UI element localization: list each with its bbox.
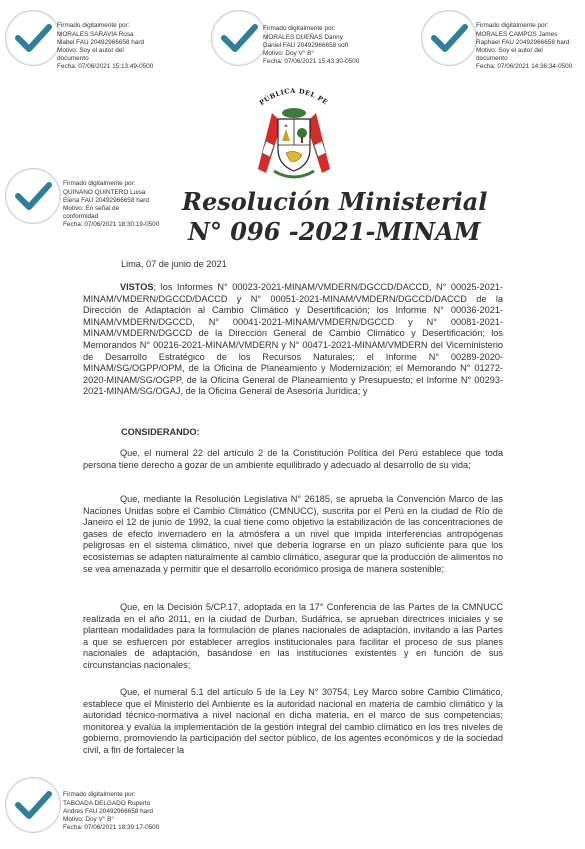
digital-signature-stamp xyxy=(5,164,170,234)
document-date: Lima, 07 de junio de 2021 xyxy=(121,259,227,269)
signature-text: Firmado digitalmente por: QUINANO QUINTERO Luisa Elena FAU 20492966658 hard Motivo: En señal de conformidad Fecha: 07/06/2021 18:30:19-0500 xyxy=(63,180,160,229)
signature-text: Firmado digitalmente por: MORALES SARAVIA Rosa Mabel FAU 20492966658 hard Motivo: Soy el autor del documento Fecha: 07/06/2021 15:13:49-0500 xyxy=(57,22,154,71)
signature-text: Firmado digitalmente por: TABOADA DELGADO Ruperto Andres FAU 20492966658 hard Motivo: Doy V° B° Fecha: 07/06/2021 18:39:17-0500 xyxy=(63,791,160,832)
considerando-paragraph: Que, el numeral 5.1 del artículo 5 de la Ley N° 30754, Ley Marco sobre Cambio Climático, establece que el Ministerio del Ambiente es la autoridad nacional en materia de cambio climático y la autoridad técnico-normativa a nivel nacional en dicha materia, en el marco de sus competencias; monitorea y evalúa la implementación de la gestión integral del cambio climático en los tres niveles de gobierno, promoviendo la participación del sector público, de los agentes económicos y de la sociedad civil, a fin de fortalecer la xyxy=(83,687,503,755)
signature-check-icon xyxy=(5,777,61,833)
svg-text:REPÚBLICA DEL PERÚ xyxy=(252,83,330,107)
peru-coat-of-arms-icon xyxy=(252,83,336,183)
title-line-1: Resolución Ministerial xyxy=(182,187,488,216)
crest-ribbon-text: PÚBLICA DEL PE xyxy=(257,86,330,108)
digital-signature-stamp xyxy=(5,773,170,843)
considerando-paragraph: Que, el numeral 22 del artículo 2 de la Constitución Política del Perú establece que toda persona tiene derecho a gozar de un ambiente equilibrado y adecuado al desarrollo de su vida; xyxy=(83,448,503,470)
signature-check-icon xyxy=(5,168,61,224)
signature-check-icon xyxy=(5,10,61,66)
vistos-text: ; los Informes N° 00023-2021-MINAM/VMDERN/DGCCD/DACCD, N° 00025-2021-MINAM/VMDERN/DGCCD/DACCD y N° 00051-2021-MINAM/VMDERN/DGCCD/DACCD de la Dirección de Adaptación al Cambio Climático y Desertificación; los Informe N° 00036-2021-MINAM/VMDERN/DGCCD, N° 00041-2021-MINAM/VMDERN/DGCCD y N° 00081-2021-MINAM/VMDERN/DGCCD de la Dirección General de Cambio Climático y Desertificación; los Memorandos N° 00216-2021-MINAM/VMDERN y N° 00471-2021-MINAM/VMDERN del Viceministerio de Desarrollo Estratégico de los Recursos Naturales; el Informe N° 00289-2020-MINAM/SG/OGPP/OPM, de la Oficina de Planeamiento y Modernización; el Memorando N° 01272-2020-MINAM/SG/OGPP, de la Oficina General de Planeamiento y Presupuesto; el Informe N° 00293-2021-MINAM/SG/OGAJ, de la Oficina General de Asesoría Jurídica; y xyxy=(83,282,503,397)
considerando-paragraph: Que, en la Decisión 5/CP.17, adoptada en la 17° Conferencia de las Partes de la CMNUCC realizada en el año 2011, en la ciudad de Durban, Sudáfrica, se aprueban directrices iniciales y se plantean modalidades para la formulación de planes nacionales de adaptación, invitando a las Partes a que se esfuercen por establecer arreglos institucionales para facilitar el proceso de sus planes nacionales de adaptación, basándose en las instituciones existentes y en función de sus circunstancias nacionales; xyxy=(83,602,503,670)
signature-text: Firmado digitalmente por: MORALES DUEÑAS Danny Daniel FAU 20492966658 soft Motivo: Doy V° B° Fecha: 07/06/2021 15:43:30-0500 xyxy=(263,25,360,66)
vistos-paragraph xyxy=(83,282,503,398)
resolution-number: N° 096 -2021-MINAM xyxy=(188,217,481,246)
digital-signature-stamp xyxy=(211,6,376,76)
signature-text: Firmado digitalmente por: MORALES CAMPOS James Raphael FAU 20492966658 hard Motivo: Soy el autor del documento Fecha: 07/06/2021 14:36:34-0500 xyxy=(476,22,573,71)
signature-check-icon xyxy=(421,10,477,66)
digital-signature-stamp xyxy=(421,6,585,76)
considerando-heading: CONSIDERANDO: xyxy=(121,427,200,437)
vistos-label: VISTOS xyxy=(120,282,154,292)
digital-signature-stamp xyxy=(5,6,170,76)
considerando-paragraph: Que, mediante la Resolución Legislativa N° 26185, se aprueba la Convención Marco de las Naciones Unidas sobre el Cambio Climático (CMNUCC), suscrita por el Perú en la ciudad de Río de Janeiro el 12 de junio de 1992, la cual tiene como objetivo la estabilización de las concentraciones de gases de efecto invernadero en la atmósfera a un nivel que impida interferencias antropógenas peligrosas en el sistema climático, nivel que debería lograrse en un plazo suficiente para que los ecosistemas se adapten naturalmente al cambio climático, asegurar que la producción de alimentos no se vea amenazada y permitir que el desarrollo económico prosiga de manera sostenible; xyxy=(83,494,503,574)
signature-check-icon xyxy=(211,10,267,66)
